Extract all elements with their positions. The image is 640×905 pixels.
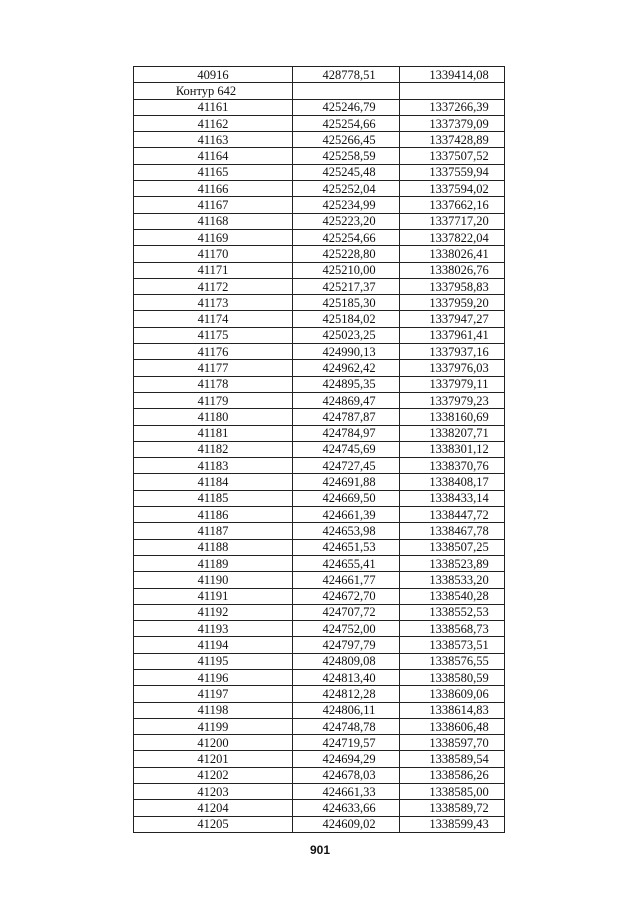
y-coordinate-cell: 1337961,41 [400, 327, 505, 343]
table-row [134, 344, 505, 360]
table-row [134, 669, 505, 685]
y-coordinate-cell: 1338586,26 [400, 767, 505, 783]
y-coordinate-cell: 1338467,78 [400, 523, 505, 539]
coordinates-table [133, 66, 505, 833]
x-coordinate-cell: 425252,04 [293, 181, 400, 197]
y-coordinate-cell: 1337958,83 [400, 278, 505, 294]
point-number-cell: 41185 [134, 490, 293, 506]
table-row [134, 555, 505, 571]
y-coordinate-cell: 1337379,09 [400, 115, 505, 131]
y-coordinate-cell: 1338026,41 [400, 246, 505, 262]
point-number-cell: 41161 [134, 99, 293, 115]
table-row [134, 409, 505, 425]
y-coordinate-cell: 1338207,71 [400, 425, 505, 441]
x-coordinate-cell: 424672,70 [293, 588, 400, 604]
x-coordinate-cell: 425228,80 [293, 246, 400, 262]
table-row [134, 735, 505, 751]
y-coordinate-cell: 1337979,11 [400, 376, 505, 392]
x-coordinate-cell: 424707,72 [293, 604, 400, 620]
y-coordinate-cell: 1338523,89 [400, 555, 505, 571]
point-number-cell: 41164 [134, 148, 293, 164]
table-row [134, 751, 505, 767]
x-coordinate-cell: 425254,66 [293, 115, 400, 131]
empty-cell [400, 83, 505, 99]
x-coordinate-cell: 424869,47 [293, 392, 400, 408]
y-coordinate-cell: 1337662,16 [400, 197, 505, 213]
x-coordinate-cell: 424651,53 [293, 539, 400, 555]
point-number-cell: 41180 [134, 409, 293, 425]
point-number-cell: 41200 [134, 735, 293, 751]
y-coordinate-cell: 1337507,52 [400, 148, 505, 164]
y-coordinate-cell: 1337959,20 [400, 295, 505, 311]
point-number-cell: 41183 [134, 458, 293, 474]
table-row [134, 441, 505, 457]
point-number-cell: 41178 [134, 376, 293, 392]
y-coordinate-cell: 1338160,69 [400, 409, 505, 425]
y-coordinate-cell: 1337979,23 [400, 392, 505, 408]
x-coordinate-cell: 424752,00 [293, 621, 400, 637]
table-row [134, 507, 505, 523]
point-number-cell: 41191 [134, 588, 293, 604]
x-coordinate-cell: 424787,87 [293, 409, 400, 425]
x-coordinate-cell: 424661,33 [293, 784, 400, 800]
table-row [134, 572, 505, 588]
y-coordinate-cell: 1338301,12 [400, 441, 505, 457]
y-coordinate-cell: 1338370,76 [400, 458, 505, 474]
point-number-cell: 41181 [134, 425, 293, 441]
y-coordinate-cell: 1338589,72 [400, 800, 505, 816]
y-coordinate-cell: 1339414,08 [400, 67, 505, 83]
point-number-cell: 41190 [134, 572, 293, 588]
table-row [134, 311, 505, 327]
table-row [134, 490, 505, 506]
y-coordinate-cell: 1337266,39 [400, 99, 505, 115]
point-number-cell: 41194 [134, 637, 293, 653]
x-coordinate-cell: 425245,48 [293, 164, 400, 180]
point-number-cell: 41202 [134, 767, 293, 783]
y-coordinate-cell: 1337594,02 [400, 181, 505, 197]
point-number-cell: 41199 [134, 718, 293, 734]
x-coordinate-cell: 424990,13 [293, 344, 400, 360]
table-row [134, 132, 505, 148]
table-row [134, 767, 505, 783]
point-number-cell: 41197 [134, 686, 293, 702]
table-row [134, 588, 505, 604]
point-number-cell: 41195 [134, 653, 293, 669]
x-coordinate-cell: 424633,66 [293, 800, 400, 816]
point-number-cell: 41204 [134, 800, 293, 816]
table-row [134, 637, 505, 653]
x-coordinate-cell: 424609,02 [293, 816, 400, 832]
table-row [134, 229, 505, 245]
point-number-cell: 41163 [134, 132, 293, 148]
y-coordinate-cell: 1338585,00 [400, 784, 505, 800]
point-number-cell: 41186 [134, 507, 293, 523]
point-number-cell: 40916 [134, 67, 293, 83]
x-coordinate-cell: 424962,42 [293, 360, 400, 376]
y-coordinate-cell: 1337428,89 [400, 132, 505, 148]
x-coordinate-cell: 424661,77 [293, 572, 400, 588]
x-coordinate-cell: 424812,28 [293, 686, 400, 702]
y-coordinate-cell: 1337947,27 [400, 311, 505, 327]
point-number-cell: 41176 [134, 344, 293, 360]
contour-label: Контур 642 [134, 83, 293, 99]
point-number-cell: 41198 [134, 702, 293, 718]
point-number-cell: 41165 [134, 164, 293, 180]
y-coordinate-cell: 1338573,51 [400, 637, 505, 653]
y-coordinate-cell: 1338606,48 [400, 718, 505, 734]
table-row [134, 278, 505, 294]
y-coordinate-cell: 1338507,25 [400, 539, 505, 555]
x-coordinate-cell: 428778,51 [293, 67, 400, 83]
point-number-cell: 41175 [134, 327, 293, 343]
x-coordinate-cell: 424809,08 [293, 653, 400, 669]
table-row [134, 360, 505, 376]
table-row [134, 474, 505, 490]
x-coordinate-cell: 424655,41 [293, 555, 400, 571]
x-coordinate-cell: 425258,59 [293, 148, 400, 164]
x-coordinate-cell: 424694,29 [293, 751, 400, 767]
table-row [134, 800, 505, 816]
x-coordinate-cell: 424895,35 [293, 376, 400, 392]
point-number-cell: 41179 [134, 392, 293, 408]
x-coordinate-cell: 425210,00 [293, 262, 400, 278]
x-coordinate-cell: 424691,88 [293, 474, 400, 490]
y-coordinate-cell: 1337559,94 [400, 164, 505, 180]
table-row [134, 784, 505, 800]
y-coordinate-cell: 1338599,43 [400, 816, 505, 832]
y-coordinate-cell: 1338533,20 [400, 572, 505, 588]
table-row [134, 327, 505, 343]
y-coordinate-cell: 1338576,55 [400, 653, 505, 669]
x-coordinate-cell: 425254,66 [293, 229, 400, 245]
y-coordinate-cell: 1338552,53 [400, 604, 505, 620]
point-number-cell: 41170 [134, 246, 293, 262]
point-number-cell: 41174 [134, 311, 293, 327]
table-row [134, 392, 505, 408]
y-coordinate-cell: 1338614,83 [400, 702, 505, 718]
y-coordinate-cell: 1337717,20 [400, 213, 505, 229]
x-coordinate-cell: 424813,40 [293, 669, 400, 685]
point-number-cell: 41171 [134, 262, 293, 278]
table-row [134, 653, 505, 669]
x-coordinate-cell: 425223,20 [293, 213, 400, 229]
x-coordinate-cell: 425266,45 [293, 132, 400, 148]
table-row [134, 702, 505, 718]
point-number-cell: 41172 [134, 278, 293, 294]
table-row [134, 295, 505, 311]
y-coordinate-cell: 1338589,54 [400, 751, 505, 767]
table-row [134, 197, 505, 213]
y-coordinate-cell: 1338580,59 [400, 669, 505, 685]
contour-header-row [134, 83, 505, 99]
point-number-cell: 41162 [134, 115, 293, 131]
x-coordinate-cell: 424797,79 [293, 637, 400, 653]
point-number-cell: 41167 [134, 197, 293, 213]
y-coordinate-cell: 1338609,06 [400, 686, 505, 702]
point-number-cell: 41201 [134, 751, 293, 767]
point-number-cell: 41187 [134, 523, 293, 539]
table-row [134, 67, 505, 83]
x-coordinate-cell: 424653,98 [293, 523, 400, 539]
table-row [134, 262, 505, 278]
x-coordinate-cell: 424745,69 [293, 441, 400, 457]
table-row [134, 115, 505, 131]
x-coordinate-cell: 425217,37 [293, 278, 400, 294]
table-row [134, 246, 505, 262]
y-coordinate-cell: 1338026,76 [400, 262, 505, 278]
point-number-cell: 41166 [134, 181, 293, 197]
point-number-cell: 41188 [134, 539, 293, 555]
table-row [134, 425, 505, 441]
point-number-cell: 41168 [134, 213, 293, 229]
y-coordinate-cell: 1338408,17 [400, 474, 505, 490]
point-number-cell: 41193 [134, 621, 293, 637]
x-coordinate-cell: 424784,97 [293, 425, 400, 441]
point-number-cell: 41205 [134, 816, 293, 832]
x-coordinate-cell: 424678,03 [293, 767, 400, 783]
empty-cell [293, 83, 400, 99]
table-row [134, 686, 505, 702]
table-row [134, 181, 505, 197]
y-coordinate-cell: 1337822,04 [400, 229, 505, 245]
y-coordinate-cell: 1338597,70 [400, 735, 505, 751]
point-number-cell: 41182 [134, 441, 293, 457]
x-coordinate-cell: 425246,79 [293, 99, 400, 115]
x-coordinate-cell: 424806,11 [293, 702, 400, 718]
x-coordinate-cell: 424669,50 [293, 490, 400, 506]
y-coordinate-cell: 1337937,16 [400, 344, 505, 360]
page-number: 901 [309, 843, 331, 857]
y-coordinate-cell: 1338447,72 [400, 507, 505, 523]
x-coordinate-cell: 425234,99 [293, 197, 400, 213]
point-number-cell: 41177 [134, 360, 293, 376]
table-row [134, 213, 505, 229]
table-row [134, 621, 505, 637]
point-number-cell: 41169 [134, 229, 293, 245]
table-row [134, 718, 505, 734]
x-coordinate-cell: 424748,78 [293, 718, 400, 734]
y-coordinate-cell: 1338568,73 [400, 621, 505, 637]
x-coordinate-cell: 425184,02 [293, 311, 400, 327]
table-row [134, 816, 505, 832]
point-number-cell: 41189 [134, 555, 293, 571]
point-number-cell: 41192 [134, 604, 293, 620]
table-row [134, 458, 505, 474]
point-number-cell: 41203 [134, 784, 293, 800]
y-coordinate-cell: 1337976,03 [400, 360, 505, 376]
table-row [134, 99, 505, 115]
table-row [134, 539, 505, 555]
coordinates-table-body [134, 67, 505, 833]
table-row [134, 148, 505, 164]
table-row [134, 376, 505, 392]
x-coordinate-cell: 425023,25 [293, 327, 400, 343]
x-coordinate-cell: 424661,39 [293, 507, 400, 523]
x-coordinate-cell: 425185,30 [293, 295, 400, 311]
point-number-cell: 41184 [134, 474, 293, 490]
point-number-cell: 41173 [134, 295, 293, 311]
table-row [134, 604, 505, 620]
table-row [134, 523, 505, 539]
y-coordinate-cell: 1338433,14 [400, 490, 505, 506]
y-coordinate-cell: 1338540,28 [400, 588, 505, 604]
x-coordinate-cell: 424719,57 [293, 735, 400, 751]
x-coordinate-cell: 424727,45 [293, 458, 400, 474]
point-number-cell: 41196 [134, 669, 293, 685]
table-row [134, 164, 505, 180]
